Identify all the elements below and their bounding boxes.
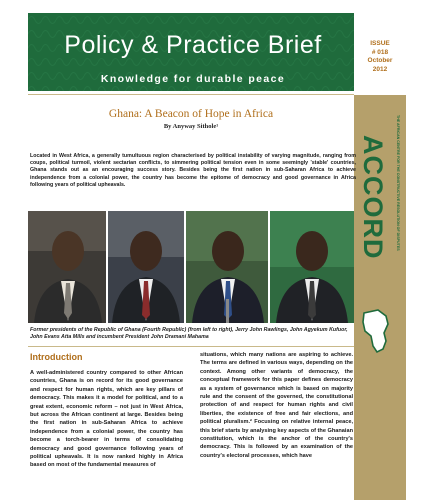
issue-year: 2012: [372, 65, 388, 73]
photo-caption: Former presidents of the Republic of Ghana (Fourth Republic) (from left to right), Jerry John Rawlings, John Agyekum Kufuor, John Evans Atta Mills and incumbent President John Dramani Mahama: [30, 327, 348, 340]
section-divider: [28, 346, 354, 347]
issue-month: October: [367, 57, 393, 64]
brief-subtitle: Knowledge for durable peace: [100, 73, 286, 85]
accord-logo: [354, 95, 406, 500]
photo-rawlings: [28, 211, 106, 323]
section-heading-introduction: Introduction: [30, 352, 83, 362]
brief-title: Policy & Practice Brief: [64, 31, 322, 59]
header-rule: [28, 94, 354, 95]
photo-mahama: [270, 211, 354, 323]
presidents-photos: [28, 211, 354, 323]
africa-map-icon: [363, 310, 388, 352]
issue-info: [360, 40, 400, 74]
issue-label: ISSUE: [370, 40, 390, 47]
accord-tagline: THE AFRICAN CENTRE FOR THE CONSTRUCTIVE RESOLUTION OF DISPUTES: [396, 115, 400, 251]
photo-kufuor: [108, 211, 184, 323]
accord-sidebar: [354, 95, 406, 500]
issue-number: # 018: [371, 48, 389, 56]
body-column-left: A well-administered country compared to other African countries, Ghana is on record for its good governance and respect for human rights, which are key pillars of democracy. This makes it a model for political, and to a great extent, economic reform – not just in West Africa, but across the African continent at large. Besides being the first nation in sub-Saharan Africa to achieve independence from a colonial power, the country has become a torch-bearer in terms of consolidating democracy and good governance following years of political upheavals. It is now ranked highly in Africa based on most of the fundamental measures of: [30, 370, 183, 469]
header-banner: [28, 13, 354, 91]
photo-atta-mills: [186, 211, 268, 323]
body-column-right: situations, which many nations are aspiring to achieve. The terms are defined in various ways, depending on the context. Among other variants of democracy, the conceptual framework for this paper defines democracy as a system of governance which is based on majority rule and the consent of the governed, the constitutional protection of and respect for human rights and civil liberties, the existence of free and fair elections, and political pluralism.² Focusing on relative internal peace, this brief starts by analysing key aspects of the Ghanaian constitution, which is the anchor of the country's democracy. This is followed by an examination of the country's electoral processes, which have: [200, 352, 353, 459]
article-abstract: Located in West Africa, a generally tumultuous region characterised by political instability of varying magnitude, ranging from coups, political turmoil, violent sectarian conflicts, to simmering political tension even in some seemingly 'stable' countries, Ghana stands out as an encouraging success story. Besides being the first nation in sub-Saharan Africa to achieve independence from a colonial power, the country has become the epitome of democracy and good governance in Africa following years of political upheavals.: [30, 153, 356, 188]
accord-logo-text: ACCORD: [358, 135, 388, 260]
article-byline: By Anyway Sithole¹: [163, 123, 219, 130]
article-title: Ghana: A Beacon of Hope in Africa: [108, 108, 274, 120]
